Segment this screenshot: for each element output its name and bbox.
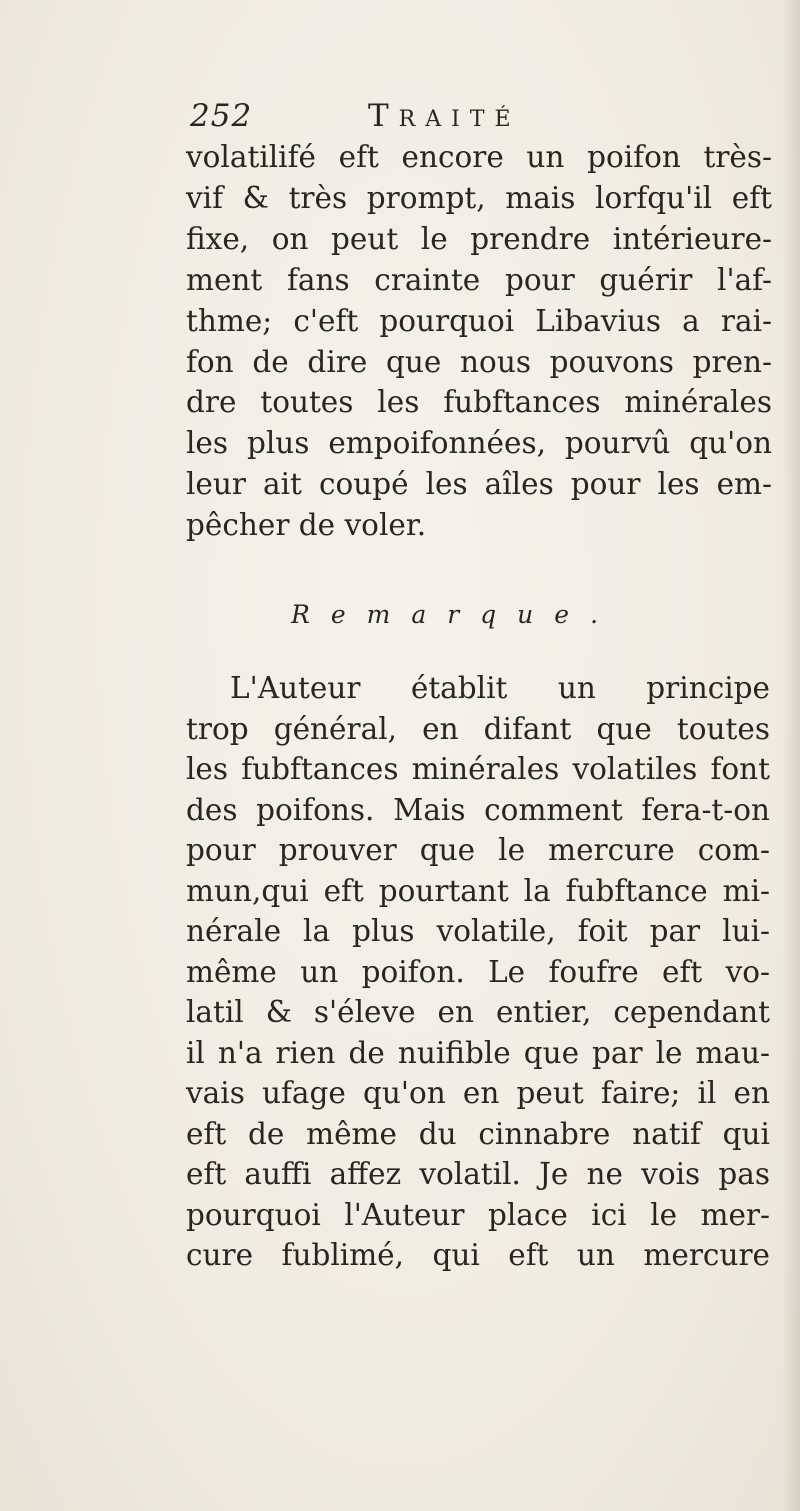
text-line: fixe, on peut le prendre intérieure- — [186, 221, 772, 256]
text-line: pour prouver que le mercure com- — [186, 833, 770, 867]
main-paragraph — [186, 137, 772, 546]
text-line: pêcher de voler. — [186, 508, 427, 543]
text-line: L'Auteur établit un principe — [230, 671, 770, 705]
page-edge-shadow — [782, 0, 800, 1511]
text-line: dre toutes les fubftances minérales — [186, 385, 772, 420]
page-number: 252 — [190, 98, 253, 134]
text-line: les fubftances minérales volatiles font — [186, 752, 770, 786]
text-line: même un poifon. Le foufre eft vo- — [186, 954, 770, 989]
running-title: Traité — [368, 98, 521, 134]
text-line: volatilifé eft encore un poifon très- — [186, 140, 772, 174]
text-line: ment fans crainte pour guérir l'af- — [186, 262, 772, 297]
text-line: cure fublimé, qui eft un mercure — [186, 1238, 770, 1272]
text-line: des poifons. Mais comment fera-t-on — [186, 792, 770, 827]
text-line: thme; c'eft pourquoi Libavius a rai- — [186, 303, 772, 338]
remark-paragraph — [186, 668, 770, 1276]
text-line: trop général, en difant que toutes — [186, 711, 770, 746]
text-line: pourquoi l'Auteur place ici le mer- — [186, 1197, 770, 1232]
page-header — [190, 98, 610, 142]
text-line: vif & très prompt, mais lorfqu'il eft — [186, 180, 772, 215]
remark-heading: Remarque. — [291, 600, 620, 629]
text-line: les plus empoifonnées, pourvû qu'on — [186, 426, 772, 461]
text-line: mun,qui eft pourtant la fubftance mi- — [186, 873, 770, 908]
text-line: eft de même du cinnabre natif qui — [186, 1116, 770, 1151]
text-line: fon de dire que nous pouvons pren- — [186, 344, 772, 379]
text-line: latil & s'éleve en entier, cependant — [186, 995, 770, 1029]
text-line: vais ufage qu'on en peut faire; il en — [186, 1076, 770, 1110]
text-line: il n'a rien de nuifible que par le mau- — [186, 1035, 770, 1070]
text-line: nérale la plus volatile, foit par lui- — [186, 914, 770, 948]
text-line: leur ait coupé les aîles pour les em- — [186, 467, 772, 502]
text-line: eft auffi affez volatil. Je ne vois pas — [186, 1157, 770, 1191]
